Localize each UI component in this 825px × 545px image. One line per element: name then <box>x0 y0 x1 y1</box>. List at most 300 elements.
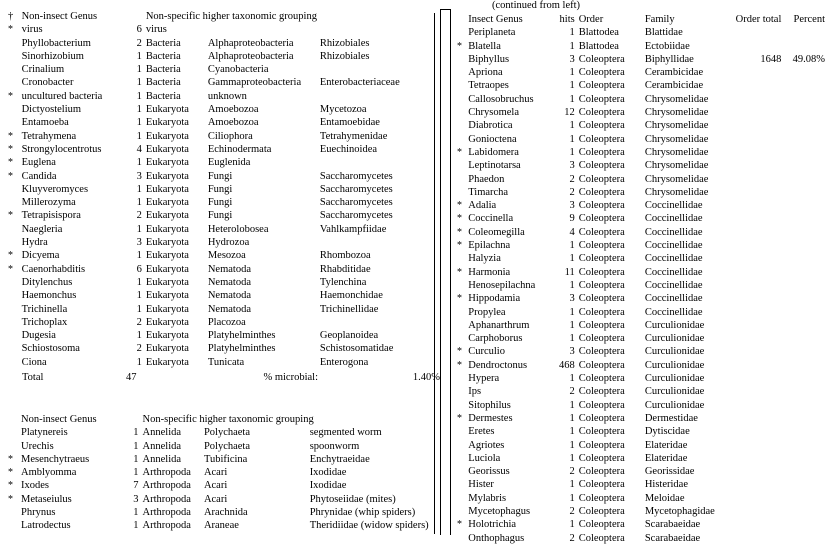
row-order: Coleoptera <box>578 240 625 252</box>
row-hits: 1 <box>569 426 575 438</box>
row-family: Chrysomelidae <box>644 120 709 132</box>
row-order-total <box>736 412 782 425</box>
row-insect-genus: Georissus <box>468 466 510 478</box>
row-family: Curculionidae <box>644 386 705 398</box>
row-order: Coleoptera <box>578 466 625 478</box>
row-order-total <box>736 173 782 186</box>
table-row <box>8 130 438 143</box>
row-group-2 <box>320 236 438 249</box>
row-genus: Phrynus <box>21 507 56 519</box>
row-group-1: Alphaproteobacteria <box>207 37 294 49</box>
row-hits: 3 <box>569 160 575 172</box>
row-order: Coleoptera <box>578 107 625 119</box>
table-row <box>8 493 443 506</box>
row-domain: Eukaryota <box>145 143 189 155</box>
row-genus: Phyllobacterium <box>21 37 91 49</box>
row-asterisk <box>457 492 468 505</box>
row-family: Chrysomelidae <box>644 93 709 105</box>
row-hits: 4 <box>136 143 142 155</box>
row-group-2: segmented worm <box>309 427 382 439</box>
row-insect-genus: Timarcha <box>468 186 509 198</box>
row-asterisk <box>8 236 22 249</box>
row-insect-genus: Aphanarthrum <box>468 319 530 331</box>
row-asterisk <box>457 319 468 332</box>
row-hits: 1 <box>569 439 575 451</box>
row-percent <box>781 359 825 372</box>
row-domain: Eukaryota <box>145 250 189 262</box>
row-asterisk <box>457 452 468 465</box>
row-group-1: Polychaeta <box>203 427 251 439</box>
row-order: Coleoptera <box>578 200 625 212</box>
row-domain: Eukaryota <box>145 104 189 116</box>
row-asterisk <box>457 306 468 319</box>
row-hits: 468 <box>558 359 575 371</box>
row-group-1: Tunicata <box>207 356 245 368</box>
row-genus: Strongylocentrotus <box>21 143 102 155</box>
table-row <box>457 106 825 119</box>
row-asterisk <box>8 316 22 329</box>
row-family: Elateridae <box>644 439 688 451</box>
row-hits: 1 <box>136 223 142 235</box>
row-order: Coleoptera <box>578 120 625 132</box>
row-asterisk <box>457 385 468 398</box>
row-insect-genus: Eretes <box>468 426 495 438</box>
table-row <box>8 223 438 236</box>
table-row <box>457 199 825 212</box>
row-insect-genus: Hypera <box>468 373 500 385</box>
table-row <box>8 156 438 169</box>
row-percent <box>781 66 825 79</box>
table-row <box>8 303 438 316</box>
table-row <box>457 518 825 531</box>
row-percent <box>781 239 825 252</box>
row-hits: 1 <box>136 250 142 262</box>
row-order: Coleoptera <box>578 399 625 411</box>
row-asterisk <box>457 53 468 66</box>
row-order-total <box>736 226 782 239</box>
row-insect-genus: Blatella <box>468 40 501 52</box>
row-hits: 1 <box>133 440 139 452</box>
table-row <box>8 453 443 466</box>
row-order-total <box>736 146 782 159</box>
row-hits: 1 <box>569 373 575 385</box>
row-percent <box>781 40 825 53</box>
row-percent: 49.08% <box>792 53 825 65</box>
row-family: Dermestidae <box>644 412 698 424</box>
row-group-1: Nematoda <box>207 263 251 275</box>
row-percent <box>781 186 825 199</box>
row-percent <box>781 212 825 225</box>
row-asterisk: * <box>8 493 13 505</box>
table-header-row <box>8 10 438 23</box>
row-genus: Trichoplax <box>21 316 68 328</box>
row-hits: 1 <box>133 520 139 532</box>
table-row <box>8 76 438 89</box>
header-genus-2: Non-insect Genus <box>21 414 97 425</box>
header-hits-blank-2 <box>122 413 143 426</box>
table-row <box>457 399 825 412</box>
row-order-total <box>736 252 782 265</box>
row-hits: 2 <box>569 386 575 398</box>
row-hits: 1 <box>136 130 142 142</box>
row-group-2: Rhizobiales <box>319 50 370 62</box>
row-group-2: Theridiidae (widow spiders) <box>309 520 429 532</box>
table-row <box>457 239 825 252</box>
row-order-total <box>736 40 782 53</box>
row-order: Coleoptera <box>578 93 625 105</box>
row-group-1: Nematoda <box>207 303 251 315</box>
row-percent <box>781 146 825 159</box>
row-insect-genus: Henosepilachna <box>468 279 536 291</box>
row-group-1: Fungi <box>207 170 233 182</box>
row-insect-genus: Callosobruchus <box>468 93 534 105</box>
row-order-total <box>736 452 782 465</box>
row-domain: Arthropoda <box>142 480 191 492</box>
row-group-1: Placozoa <box>207 316 246 328</box>
row-domain: Arthropoda <box>142 467 191 479</box>
table-row <box>457 319 825 332</box>
row-family: Curculionidae <box>644 359 705 371</box>
row-order: Coleoptera <box>578 346 625 358</box>
row-order: Coleoptera <box>578 173 625 185</box>
row-order-total <box>736 186 782 199</box>
table-row <box>457 332 825 345</box>
row-asterisk <box>457 332 468 345</box>
row-group-2: Phrynidae (whip spiders) <box>309 507 416 519</box>
row-hits: 4 <box>569 226 575 238</box>
table-row <box>457 173 825 186</box>
row-family: Dytiscidae <box>644 426 690 438</box>
table-row <box>8 103 438 116</box>
row-hits: 1 <box>569 67 575 79</box>
row-hits: 1 <box>133 467 139 479</box>
percent-microbial-value: 1.40% <box>412 372 440 383</box>
row-family: Coccinellidae <box>644 226 703 238</box>
row-group-2: Saccharomycetes <box>319 183 393 195</box>
row-group-2: Entamoebidae <box>319 117 380 129</box>
row-group-1 <box>208 23 320 36</box>
row-asterisk: * <box>8 210 13 222</box>
table-row <box>8 356 438 369</box>
table-row <box>457 372 825 385</box>
row-group-1: Amoebozoa <box>207 104 259 116</box>
row-asterisk <box>8 223 22 236</box>
row-family: Curculionidae <box>644 399 705 411</box>
row-group-2 <box>320 316 438 329</box>
row-percent <box>781 173 825 186</box>
row-order: Coleoptera <box>578 293 625 305</box>
row-asterisk <box>8 303 22 316</box>
row-order-total <box>736 26 782 39</box>
header-genus: Non-insect Genus <box>21 11 98 22</box>
row-family: Georissidae <box>644 466 695 478</box>
row-asterisk <box>8 276 22 289</box>
row-order: Coleoptera <box>578 253 625 265</box>
row-group-2: Rhombozoa <box>319 250 371 262</box>
row-domain: Bacteria <box>145 50 181 62</box>
table-row <box>8 37 438 50</box>
row-asterisk: * <box>8 24 13 36</box>
table-row <box>8 63 438 76</box>
row-insect-genus: Hippodamia <box>468 293 521 305</box>
row-group-2: Vahlkampfiidae <box>319 223 387 235</box>
row-hits: 2 <box>569 173 575 185</box>
row-asterisk: * <box>457 359 462 371</box>
table-row <box>8 90 438 103</box>
row-asterisk <box>8 76 22 89</box>
row-insect-genus: Mycetophagus <box>468 505 531 517</box>
table-row <box>8 249 438 262</box>
row-insect-genus: Dendroctonus <box>468 359 528 371</box>
row-group-2: Ixodidae <box>309 480 347 492</box>
row-group-2: Enterobacteriaceae <box>319 77 400 89</box>
row-domain: Eukaryota <box>145 130 189 142</box>
row-order-total <box>736 492 782 505</box>
header-insect-genus: Insect Genus <box>468 14 523 25</box>
row-group-1: Acari <box>203 493 228 505</box>
row-asterisk <box>457 79 468 92</box>
table-row <box>8 440 443 453</box>
row-order: Coleoptera <box>578 505 625 517</box>
row-order-total <box>736 266 782 279</box>
row-group-1: Polychaeta <box>203 440 251 452</box>
row-percent <box>781 79 825 92</box>
row-asterisk <box>457 465 468 478</box>
row-percent <box>781 199 825 212</box>
totals-spacer <box>8 371 22 384</box>
row-genus: Dictyostelium <box>21 104 82 116</box>
row-hits: 2 <box>569 532 575 544</box>
row-group-2: Enchytraeidae <box>309 453 370 465</box>
table-row <box>457 279 825 292</box>
table-header-row-2 <box>8 413 443 426</box>
row-group-1: Mesozoa <box>207 250 246 262</box>
row-order-total <box>736 399 782 412</box>
table-row <box>8 263 438 276</box>
row-family: Coccinellidae <box>644 253 703 265</box>
row-order-total <box>736 359 782 372</box>
table-row <box>8 479 443 492</box>
row-asterisk: * <box>457 519 462 531</box>
row-group-1: Nematoda <box>207 276 251 288</box>
row-asterisk: * <box>8 480 13 492</box>
row-group-2: Tylenchina <box>319 276 367 288</box>
row-asterisk <box>8 506 21 519</box>
row-order: Coleoptera <box>578 386 625 398</box>
row-asterisk <box>457 93 468 106</box>
table-row <box>457 159 825 172</box>
table-row <box>8 183 438 196</box>
row-domain: Eukaryota <box>145 316 189 328</box>
mark-blank <box>8 413 21 426</box>
insect-genus-table <box>457 13 825 545</box>
row-asterisk <box>457 478 468 491</box>
row-hits: 1 <box>136 90 142 102</box>
row-genus: Urechis <box>21 440 54 452</box>
row-genus: Metaseiulus <box>21 493 72 505</box>
row-group-1: Heterolobosea <box>207 223 269 235</box>
row-family: Cerambicidae <box>644 80 704 92</box>
row-hits: 1 <box>569 399 575 411</box>
row-genus: Sinorhizobium <box>21 50 84 62</box>
header-percent: Percent <box>793 14 825 25</box>
row-order-total <box>736 119 782 132</box>
row-order-total <box>736 345 782 358</box>
row-asterisk: * <box>8 453 13 465</box>
row-insect-genus: Harmonia <box>468 266 511 278</box>
left-bottom-table <box>8 413 443 533</box>
row-order: Blattodea <box>578 40 619 52</box>
row-group-1: Nematoda <box>207 290 251 302</box>
row-family: Curculionidae <box>644 333 705 345</box>
row-order: Coleoptera <box>578 359 625 371</box>
row-group-1: Platyhelminthes <box>207 343 276 355</box>
row-family: Biphyllidae <box>644 53 694 65</box>
row-hits: 1 <box>569 133 575 145</box>
row-order: Coleoptera <box>578 279 625 291</box>
row-asterisk <box>8 196 22 209</box>
row-domain: Eukaryota <box>145 330 189 342</box>
row-asterisk <box>8 426 21 439</box>
continued-from-left-note: (continued from left) <box>492 0 581 11</box>
row-order: Coleoptera <box>578 519 625 531</box>
row-hits: 7 <box>133 480 139 492</box>
row-hits: 1 <box>133 453 139 465</box>
row-order-total <box>736 133 782 146</box>
row-asterisk <box>8 356 22 369</box>
table-row <box>8 426 443 439</box>
row-percent <box>781 292 825 305</box>
row-group-2: Haemonchidae <box>319 290 383 302</box>
row-asterisk <box>457 186 468 199</box>
row-order-total <box>736 372 782 385</box>
row-percent <box>781 518 825 531</box>
row-domain: Eukaryota <box>145 356 189 368</box>
row-hits: 9 <box>569 213 575 225</box>
row-percent <box>781 26 825 39</box>
row-percent <box>781 412 825 425</box>
row-hits: 1 <box>136 330 142 342</box>
header-grouping: Non-specific higher taxonomic grouping <box>145 11 317 22</box>
row-genus: Ixodes <box>21 480 50 492</box>
table-row <box>457 26 825 39</box>
row-hits: 3 <box>136 237 142 249</box>
row-hits: 1 <box>569 452 575 464</box>
header-hits-blank <box>124 10 145 23</box>
row-hits: 1 <box>133 427 139 439</box>
table-row <box>8 23 438 36</box>
row-order-total <box>736 212 782 225</box>
row-genus: virus <box>21 24 43 36</box>
row-order: Coleoptera <box>578 479 625 491</box>
row-percent <box>781 425 825 438</box>
row-group-2: Enterogona <box>319 356 369 368</box>
row-hits: 12 <box>564 107 575 119</box>
non-insect-genus-table-top <box>8 10 438 369</box>
row-hits: 1 <box>136 356 142 368</box>
row-group-2: Saccharomycetes <box>319 210 393 222</box>
row-genus: Dicyema <box>21 250 60 262</box>
row-order-total <box>736 159 782 172</box>
table-row <box>8 316 438 329</box>
row-domain: Eukaryota <box>145 276 189 288</box>
row-asterisk <box>457 279 468 292</box>
row-genus: Tetrapisispora <box>21 210 81 222</box>
row-genus: Entamoeba <box>21 117 69 129</box>
row-genus: Crinalium <box>21 64 65 76</box>
row-percent <box>781 319 825 332</box>
row-insect-genus: Carphoborus <box>468 333 523 345</box>
table-row <box>457 186 825 199</box>
dagger-symbol: † <box>8 11 14 22</box>
row-group-1: Gammaproteobacteria <box>207 77 302 89</box>
row-genus: Trichinella <box>21 303 68 315</box>
row-group-2: Rhizobiales <box>319 37 370 49</box>
row-order: Coleoptera <box>578 53 625 65</box>
row-family: Curculionidae <box>644 373 705 385</box>
row-insect-genus: Ips <box>468 386 482 398</box>
row-asterisk <box>457 173 468 186</box>
row-genus: Ditylenchus <box>21 276 73 288</box>
row-insect-genus: Gonioctena <box>468 133 517 145</box>
row-group-2: Euechinoidea <box>319 143 378 155</box>
row-family: Histeridae <box>644 479 688 491</box>
row-genus: Naegleria <box>21 223 63 235</box>
row-asterisk <box>457 505 468 518</box>
table-row <box>8 276 438 289</box>
row-order: Coleoptera <box>578 426 625 438</box>
table-row <box>457 478 825 491</box>
totals-label: Total <box>22 372 44 383</box>
row-asterisk <box>8 183 22 196</box>
row-percent <box>781 345 825 358</box>
row-group-1: Fungi <box>207 197 233 209</box>
row-domain: Eukaryota <box>145 210 189 222</box>
table-row <box>457 359 825 372</box>
row-order-total <box>736 239 782 252</box>
row-asterisk: * <box>457 240 462 252</box>
row-asterisk <box>457 399 468 412</box>
row-hits: 1 <box>569 492 575 504</box>
row-percent <box>781 492 825 505</box>
row-family: Meloidae <box>644 492 685 504</box>
row-group-1: Alphaproteobacteria <box>207 50 294 62</box>
row-order: Coleoptera <box>578 67 625 79</box>
row-hits: 1 <box>136 64 142 76</box>
row-hits: 2 <box>136 37 142 49</box>
row-group-2: Trichinellidae <box>319 303 379 315</box>
row-order-total <box>736 465 782 478</box>
row-genus: Platynereis <box>21 427 68 439</box>
table-row <box>457 53 825 66</box>
row-order-total <box>736 385 782 398</box>
row-order-total <box>736 199 782 212</box>
row-genus: Amblyomma <box>21 467 77 479</box>
row-insect-genus: Phaedon <box>468 173 505 185</box>
row-insect-genus: Epilachna <box>468 240 511 252</box>
table-row <box>8 116 438 129</box>
row-asterisk: * <box>457 266 462 278</box>
row-order: Coleoptera <box>578 306 625 318</box>
row-family: Chrysomelidae <box>644 186 709 198</box>
row-genus: Haemonchus <box>21 290 77 302</box>
row-insect-genus: Luciola <box>468 452 501 464</box>
row-family: Coccinellidae <box>644 306 703 318</box>
row-order-total <box>736 306 782 319</box>
row-group-2 <box>320 90 438 103</box>
row-insect-genus: Chrysomela <box>468 107 519 119</box>
row-order: Coleoptera <box>578 226 625 238</box>
